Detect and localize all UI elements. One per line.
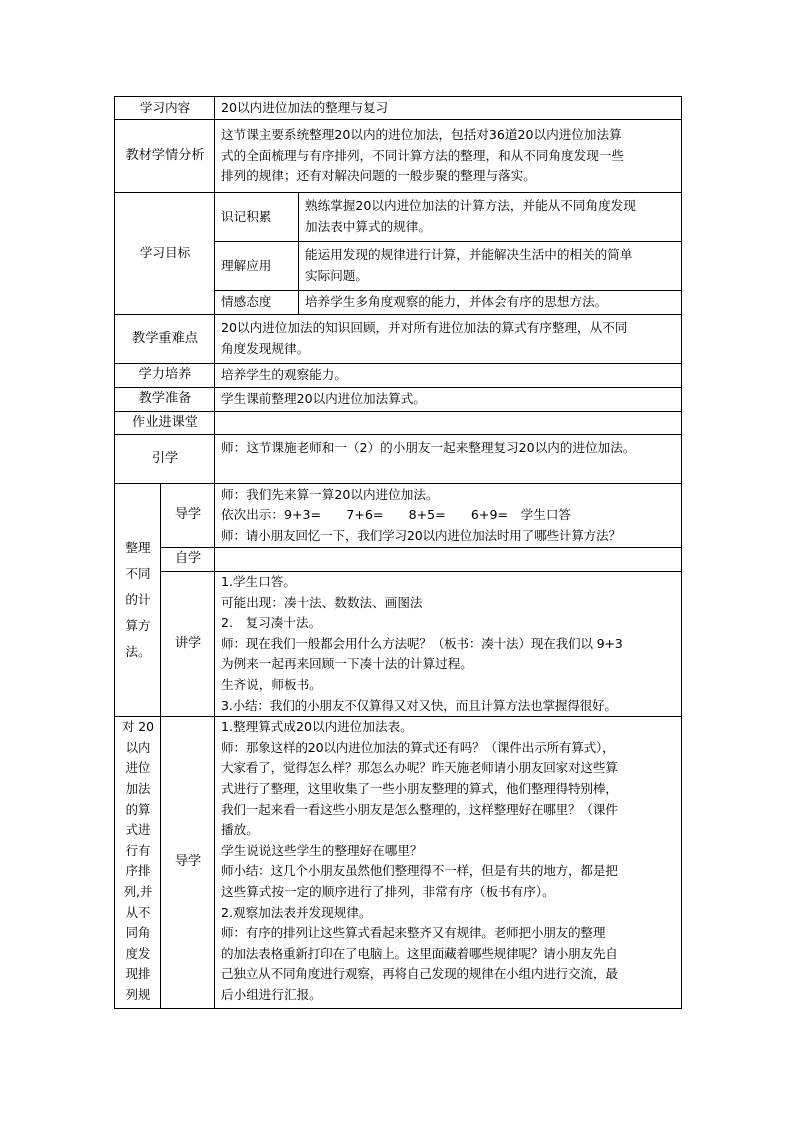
text-line: 师小结：这几个小朋友虽然他们整理得不一样，但是有共的地方，都是把 bbox=[221, 863, 618, 879]
title-char: 进位 bbox=[125, 760, 151, 776]
label-s1-lecture: 讲学 bbox=[161, 572, 215, 717]
row-prep bbox=[115, 388, 682, 412]
title-char: 列规 bbox=[125, 986, 151, 1002]
text-line: 的加法表格重新打印在了电脑上。这里面藏着哪些规律呢？请小朋友先自 bbox=[221, 945, 618, 961]
row-goal-1 bbox=[115, 193, 682, 242]
label-s1-guide: 导学 bbox=[161, 484, 215, 548]
text-line: 熟练掌握20以内进位加法的计算方法，并能从不同角度发现 bbox=[305, 198, 636, 214]
title-char: 现排 bbox=[125, 966, 151, 982]
value-s1-self bbox=[215, 548, 682, 572]
title-char: 从不 bbox=[125, 904, 151, 920]
label-s2-guide: 导学 bbox=[161, 717, 215, 1009]
row-s2-guide bbox=[115, 717, 682, 1009]
text-line: 角度发现规律。 bbox=[221, 341, 310, 356]
title-char: 法。 bbox=[125, 644, 151, 660]
text-line: 可能出现：凑十法、数数法、画图法 bbox=[221, 594, 423, 610]
value-analysis bbox=[215, 120, 682, 193]
row-key bbox=[115, 315, 682, 364]
value-s1-lecture bbox=[215, 572, 682, 717]
label-analysis: 教材学情分析 bbox=[115, 120, 215, 193]
text-line: 2. 复习凑十法。 bbox=[221, 615, 322, 631]
text-line: 师：现在我们一般都会用什么方法呢？（板书：凑十法）现在我们以 9+3 bbox=[221, 635, 623, 651]
text-line: 20以内进位加法的知识回顾，并对所有进位加法的算式有序整理，从不同 bbox=[221, 320, 628, 336]
label-content: 学习内容 bbox=[115, 97, 215, 120]
label-intro: 引学 bbox=[115, 435, 215, 484]
text-line: 这节课主要系统整理20以内的进位加法，包括对36道20以内进位加法算 bbox=[221, 127, 622, 143]
text-line: 学生说说这些学生的整理好在哪里？ bbox=[221, 842, 423, 858]
title-char: 序排 bbox=[125, 863, 151, 879]
text-line: 师：那象这样的20以内进位加法的算式还有吗？（课件出示所有算式）， bbox=[221, 739, 615, 755]
goal-name: 识记积累 bbox=[215, 193, 299, 242]
text-line: 3.小结：我们的小朋友不仅算得又对又快，而且计算方法也掌握得很好。 bbox=[221, 697, 617, 713]
title-char: 的计 bbox=[125, 592, 151, 608]
text-line: 己独立从不同角度进行观察，再将自己发现的规律在小组内进行交流，最 bbox=[221, 966, 618, 982]
lesson-plan-table bbox=[114, 96, 682, 1009]
section2-title bbox=[115, 717, 161, 1009]
label-key: 教学重难点 bbox=[115, 315, 215, 364]
goal-text bbox=[299, 193, 682, 242]
title-char: 行有 bbox=[125, 842, 151, 858]
label-homework: 作业进课堂 bbox=[115, 412, 215, 435]
title-char: 算方 bbox=[125, 618, 151, 634]
text-line: 培养学生多角度观察的能力，并体会有序的思想方法。 bbox=[305, 294, 608, 310]
title-char: 以内 bbox=[125, 739, 151, 755]
label-prep: 教学准备 bbox=[115, 388, 215, 412]
label-ability: 学力培养 bbox=[115, 364, 215, 388]
title-char: 同角 bbox=[125, 925, 151, 941]
title-char: 列,并 bbox=[123, 883, 153, 899]
row-intro bbox=[115, 435, 682, 484]
text-line: 式进行了整理，这里收集了一些小朋友整理的算式，他们整理得特别棒， bbox=[221, 780, 618, 796]
row-s1-guide bbox=[115, 484, 682, 548]
text-line: 式的全面梳理与有序排列，不同计算方法的整理，和从不同角度发现一些 bbox=[221, 147, 624, 163]
text-line: 师：我们先来算一算20以内进位加法。 bbox=[221, 486, 439, 502]
text-line: 这些算式按一定的顺序进行了排列，非常有序（板书有序）。 bbox=[221, 883, 555, 899]
text-line: 师：请小朋友回忆一下，我们学习20以内进位加法时用了哪些计算方法？ bbox=[221, 527, 621, 543]
row-homework bbox=[115, 412, 682, 435]
label-s1-self: 自学 bbox=[161, 548, 215, 572]
text-line: 播放。 bbox=[221, 822, 259, 838]
value-s1-guide bbox=[215, 484, 682, 548]
goal-text bbox=[299, 242, 682, 291]
title-char: 加法 bbox=[125, 780, 151, 796]
goal-text bbox=[299, 291, 682, 315]
text-line: 加法表中算式的规律。 bbox=[305, 219, 431, 234]
text-line: 1.学生口答。 bbox=[221, 574, 296, 589]
value-content: 20以内进位加法的整理与复习 bbox=[215, 97, 682, 120]
value-s2-guide bbox=[215, 717, 682, 1009]
title-char: 度发 bbox=[125, 945, 151, 961]
value-ability: 培养学生的观察能力。 bbox=[215, 364, 682, 388]
row-s1-self bbox=[115, 548, 682, 572]
title-char: 的算 bbox=[125, 801, 151, 817]
row-analysis bbox=[115, 120, 682, 193]
text-line: 大家看了，觉得怎么样？那怎么办呢？昨天施老师请小朋友回家对这些算 bbox=[221, 760, 618, 776]
text-line: 排列的规律；还有对解决问题的一般步聚的整理与落实。 bbox=[221, 168, 536, 184]
row-ability bbox=[115, 364, 682, 388]
value-homework bbox=[215, 412, 682, 435]
row-s1-lecture bbox=[115, 572, 682, 717]
title-char: 式进 bbox=[125, 822, 151, 838]
text-line: 师：有序的排列让这些算式看起来整齐又有规律。老师把小朋友的整理 bbox=[221, 925, 606, 941]
section1-title bbox=[115, 484, 161, 717]
text-line: 2.观察加法表并发现规律。 bbox=[221, 904, 372, 920]
goal-name: 理解应用 bbox=[215, 242, 299, 291]
text-line: 1.整理算式成20以内进位加法表。 bbox=[221, 719, 413, 735]
text-line: 我们一起来看一看这些小朋友是怎么整理的，这样整理好在哪里？（课件 bbox=[221, 801, 618, 817]
text-line: 依次出示：9+3= 7+6= 8+5= 6+9= 学生口答 bbox=[221, 507, 572, 523]
title-char: 整理 bbox=[125, 540, 151, 556]
label-goals: 学习目标 bbox=[115, 193, 215, 315]
text-line: 为例来一起再来回顾一下凑十法的计算过程。 bbox=[221, 656, 473, 672]
goal-name: 情感态度 bbox=[215, 291, 299, 315]
text-line: 生齐说，师板书。 bbox=[221, 676, 322, 692]
value-prep: 学生课前整理20以内进位加法算式。 bbox=[215, 388, 682, 412]
text-line: 实际问题。 bbox=[305, 268, 368, 283]
value-intro: 师：这节课施老师和一（2）的小朋友一起来整理复习20以内的进位加法。 bbox=[215, 435, 682, 484]
text-line: 后小组进行汇报。 bbox=[221, 986, 322, 1002]
text-line: 能运用发现的规律进行计算，并能解决生活中的相关的简单 bbox=[305, 247, 633, 263]
value-key bbox=[215, 315, 682, 364]
title-char: 不同 bbox=[125, 566, 151, 582]
row-content bbox=[115, 97, 682, 120]
title-char: 对 20 bbox=[121, 719, 155, 735]
